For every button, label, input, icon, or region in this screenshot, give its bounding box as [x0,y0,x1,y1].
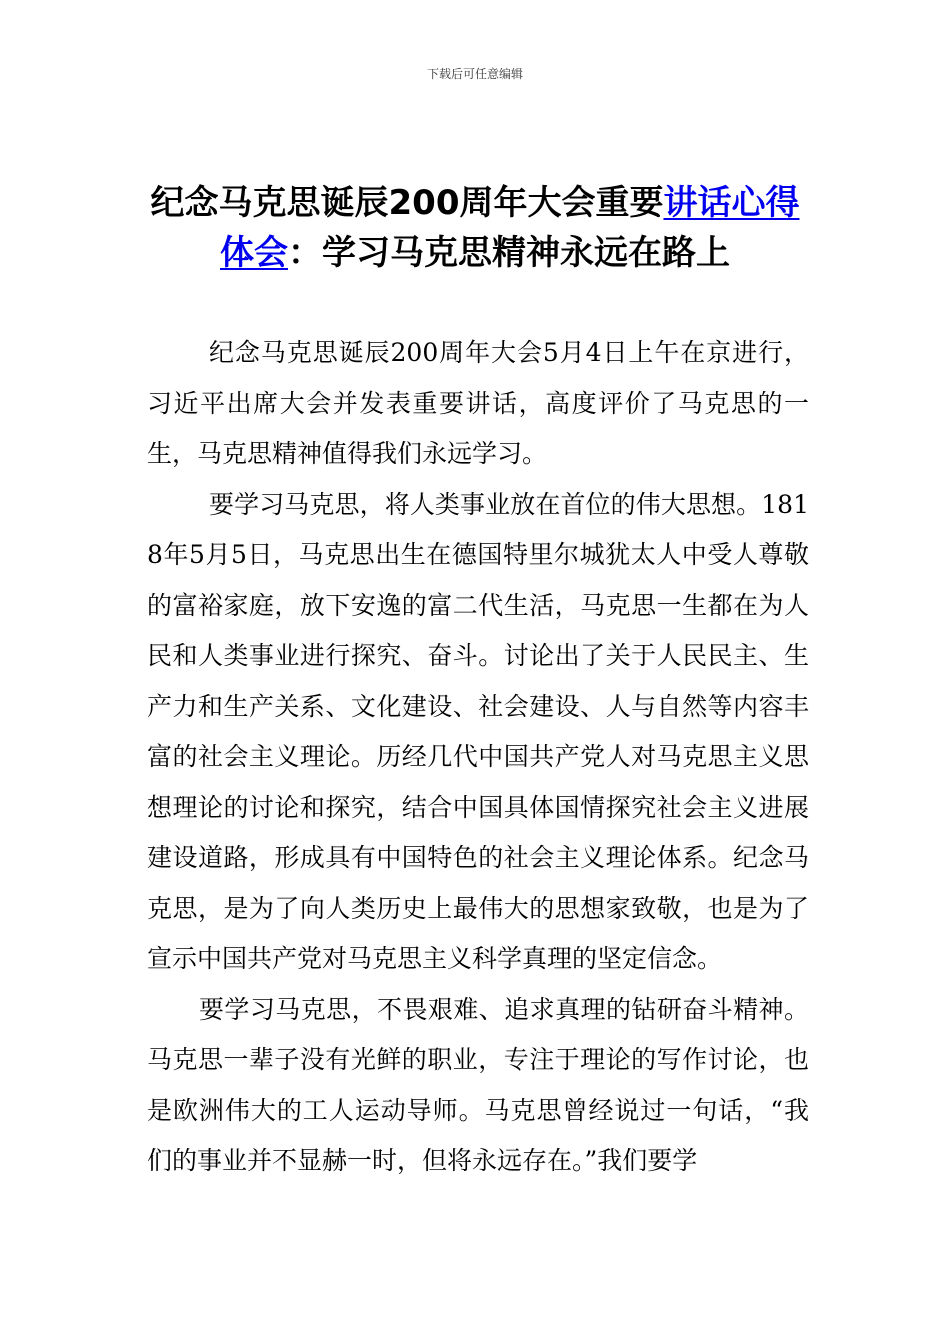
title-part-2: ：学习马克思精神永远在路上 [288,233,730,273]
document-body [147,328,809,1187]
paragraph-3: 要学习马克思，不畏艰难、追求真理的钻研奋斗精神。马克思一辈子没有光鲜的职业，专注于理论的写作讨论，也是欧洲伟大的工人运动导师。马克思曾经说过一句话，“我们的事业并不显赫一时，但将永远存在。”我们要学 [147,994,809,1175]
paragraph-2: 要学习马克思，将人类事业放在首位的伟大思想。1818年5月5日，马克思出生在德国特里尔城犹太人中受人尊敬的富裕家庭，放下安逸的富二代生活，马克思一生都在为人民和人类事业进行探究、奋斗。讨论出了关于人民民主、生产力和生产关系、文化建设、社会建设、人与自然等内容丰富的社会主义理论。历经几代中国共产党人对马克思主义思想理论的讨论和探究，结合中国具体国情探究社会主义进展建设道路，形成具有中国特色的社会主义理论体系。纪念马克思，是为了向人类历史上最伟大的思想家致敬，也是为了宣示中国共产党对马克思主义科学真理的坚定信念。 [147,489,809,973]
paragraph-1: 纪念马克思诞辰200周年大会5月4日上午在京进行，习近平出席大会并发表重要讲话，高度评价了马克思的一生，马克思精神值得我们永远学习。 [147,338,809,468]
title-part-1: 纪念马克思诞辰200周年大会重要 [150,183,664,223]
title-link[interactable]: 讲话心得体会 [220,183,800,273]
header-note: 下载后可任意编辑 [426,67,523,81]
document-title [140,178,810,278]
